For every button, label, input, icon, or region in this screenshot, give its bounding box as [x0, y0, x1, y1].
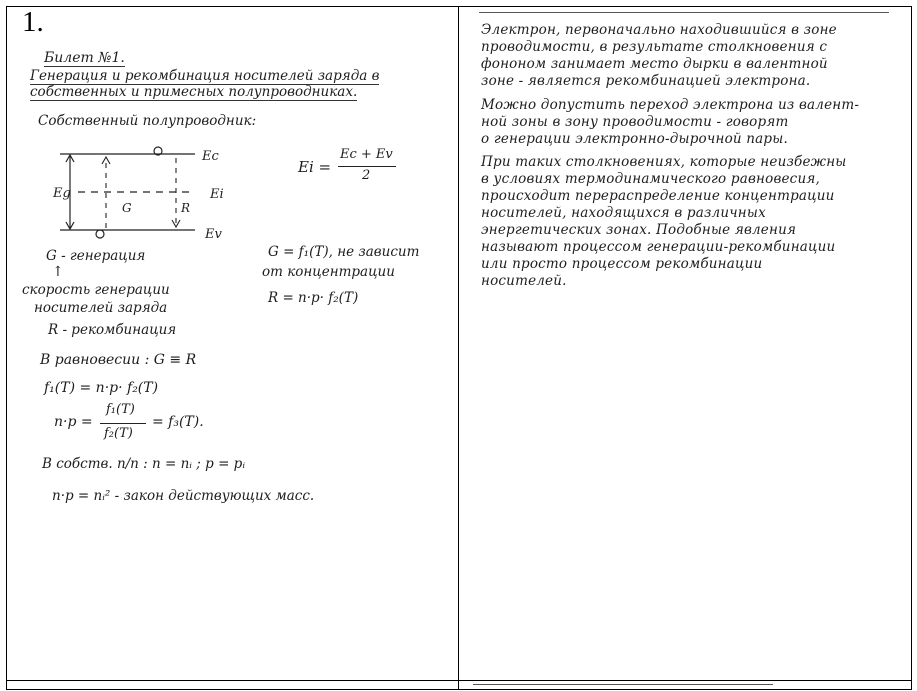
ei-fraction-bar: [338, 166, 396, 167]
equilibrium-line: В равновесии : G ≡ R: [40, 352, 197, 368]
text-line: называют процессом генерации-рекомбинации: [481, 239, 836, 255]
mass-action-law: n·p = nᵢ² - закон действующих масс.: [52, 488, 315, 504]
g-definition: G - генерация: [46, 248, 146, 264]
ei-label: Ei: [210, 187, 224, 202]
rate-line-2: носителей заряда: [34, 300, 168, 316]
text-line: носителей, находящихся в различных: [481, 205, 766, 221]
equation-2-fraction-bar: [100, 423, 146, 424]
r-label: R: [181, 201, 191, 215]
equation-2-rhs: = f₃(T).: [152, 414, 204, 430]
text-line: происходит перераспределение концентрации: [481, 188, 835, 204]
equation-2-den: f₂(T): [104, 426, 133, 441]
ei-formula-num: Ec + Ev: [340, 147, 393, 162]
ev-label: Ev: [205, 227, 222, 242]
hole-circle: [96, 230, 104, 238]
eg-label: Eg: [53, 186, 71, 201]
topic-line-1: Генерация и рекомбинация носителей заряда в: [30, 68, 380, 84]
ec-label: Ec: [202, 149, 219, 164]
topic-line-2: собственных и примесных полупроводниках.: [30, 84, 358, 100]
intrinsic-concentration: В собств. п/п : n = nᵢ ; p = pᵢ: [42, 456, 246, 472]
equation-2-num: f₁(T): [106, 402, 135, 417]
text-line: проводимости, в результате столкновения с: [481, 39, 828, 55]
g-formula-line-2: от концентрации: [262, 264, 395, 280]
text-line: или просто процессом рекомбинации: [481, 256, 763, 272]
band-diagram: [50, 142, 240, 247]
ticket-title: Билет №1.: [44, 50, 125, 66]
r-definition: R - рекомбинация: [48, 322, 177, 338]
text-line: энергетических зонах. Подобные явления: [481, 222, 797, 238]
text-line: зоне - является рекомбинацией электрона.: [481, 73, 811, 89]
g-label: G: [122, 201, 132, 215]
top-rule: [479, 12, 889, 13]
rate-line-1: скорость генерации: [22, 282, 170, 298]
cell-number: 1.: [22, 6, 44, 38]
right-column: [459, 0, 917, 691]
text-line: ной зоны в зону проводимости - говорят: [481, 114, 789, 130]
text-line: фононом занимает место дырки в валентной: [481, 56, 828, 72]
bottom-rule: [473, 684, 773, 685]
r-formula: R = n·p· f₂(T): [268, 290, 359, 306]
equation-2-lhs: n·p =: [54, 414, 93, 430]
text-line: Электрон, первоначально находившийся в зоне: [481, 22, 837, 38]
ei-formula-lhs: Ei =: [298, 158, 332, 176]
text-line: о генерации электронно-дырочной пары.: [481, 131, 788, 147]
intrinsic-heading: Собственный полупроводник:: [38, 113, 257, 129]
left-column: [0, 0, 458, 691]
text-line: в условиях термодинамического равновесия,: [481, 171, 820, 187]
ei-formula-den: 2: [362, 168, 371, 183]
up-arrow-mark: ↑: [52, 264, 64, 280]
text-line: Можно допустить переход электрона из валент-: [481, 97, 860, 113]
text-line: При таких столкновениях, которые неизбежны: [481, 154, 847, 170]
text-line: носителей.: [481, 273, 567, 289]
g-formula-line-1: G = f₁(T), не зависит: [268, 244, 420, 260]
equation-1: f₁(T) = n·p· f₂(T): [44, 380, 159, 396]
